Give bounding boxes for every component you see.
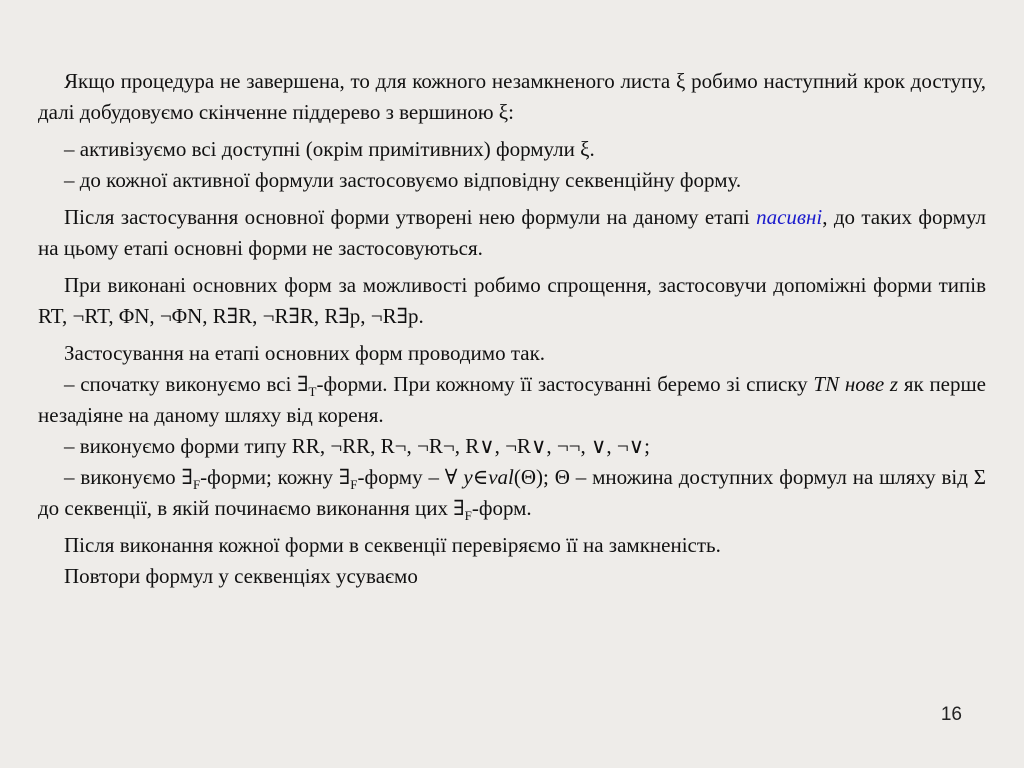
page-number: 16 bbox=[940, 704, 962, 725]
p7-text-b: -форми. При кожному її застосуванні беремо зі списку bbox=[316, 372, 814, 396]
paragraph-11: Повтори формул у секвенціях усуваємо bbox=[64, 564, 418, 588]
paragraph-3: – до кожної активної формули застосовуємо відповідну секвенційну форму. bbox=[64, 168, 742, 192]
p9-italic-y: y bbox=[463, 465, 473, 489]
p9-sub-2: F bbox=[350, 477, 358, 493]
paragraph-9 bbox=[38, 462, 986, 524]
p9-italic-val: val bbox=[488, 465, 514, 489]
paragraph-5: При виконані основних форм за можливості робимо спрощення, застосовучи допоміжні форми типів RT, ¬RT, ΦN, ¬ΦN, R∃R, ¬R∃R, R∃p, ¬R∃p. bbox=[38, 273, 986, 328]
p9-sub-3: F bbox=[464, 508, 472, 524]
p4-text-a: Після застосування основної форми утворені нею формули на даному етапі bbox=[64, 205, 757, 229]
paragraph-10: Після виконання кожної форми в секвенції перевіряємо її на замкненість. bbox=[64, 533, 721, 557]
p9-text-f: -форм. bbox=[471, 496, 532, 520]
p9-text-e: (Θ); Θ – множина доступних формул на шляху від Σ до секвенції, в якій починаємо виконання цих ∃ bbox=[38, 465, 986, 520]
p7-sub-t: T bbox=[308, 384, 317, 400]
p4-text-b: , до таких формул на цьому етапі основні форми не застосовуються. bbox=[38, 205, 987, 260]
p7-text-a: – спочатку виконуємо всі ∃ bbox=[64, 372, 309, 396]
highlight-passive: пасивні bbox=[756, 205, 823, 229]
paragraph-6: Застосування на етапі основних форм проводимо так. bbox=[64, 341, 546, 365]
p9-sub-1: F bbox=[192, 477, 201, 493]
paragraph-1: Якщо процедура не завершена, то для кожного незамкненого листа ξ робимо наступний крок доступу, далі добудовуємо скінченне піддерево з вершиною ξ: bbox=[38, 69, 986, 124]
paragraph-8: – виконуємо форми типу RR, ¬RR, R¬, ¬R¬, R∨, ¬R∨, ¬¬, ∨, ¬∨; bbox=[64, 434, 650, 458]
p9-text-d: ∈ bbox=[472, 465, 489, 489]
slide-body bbox=[38, 66, 986, 592]
p9-text-b: -форми; кожну ∃ bbox=[200, 465, 351, 489]
p7-italic: TN нове z bbox=[813, 372, 899, 396]
paragraph-2: – активізуємо всі доступні (окрім примітивних) формули ξ. bbox=[64, 137, 595, 161]
p7-text-c: як перше незадіяне на даному шляху від кореня. bbox=[38, 372, 986, 427]
paragraph-4 bbox=[38, 202, 986, 264]
paragraph-7 bbox=[38, 369, 986, 431]
p9-text-a: – виконуємо ∃ bbox=[64, 465, 193, 489]
p9-text-c: -форму – ∀ bbox=[357, 465, 464, 489]
